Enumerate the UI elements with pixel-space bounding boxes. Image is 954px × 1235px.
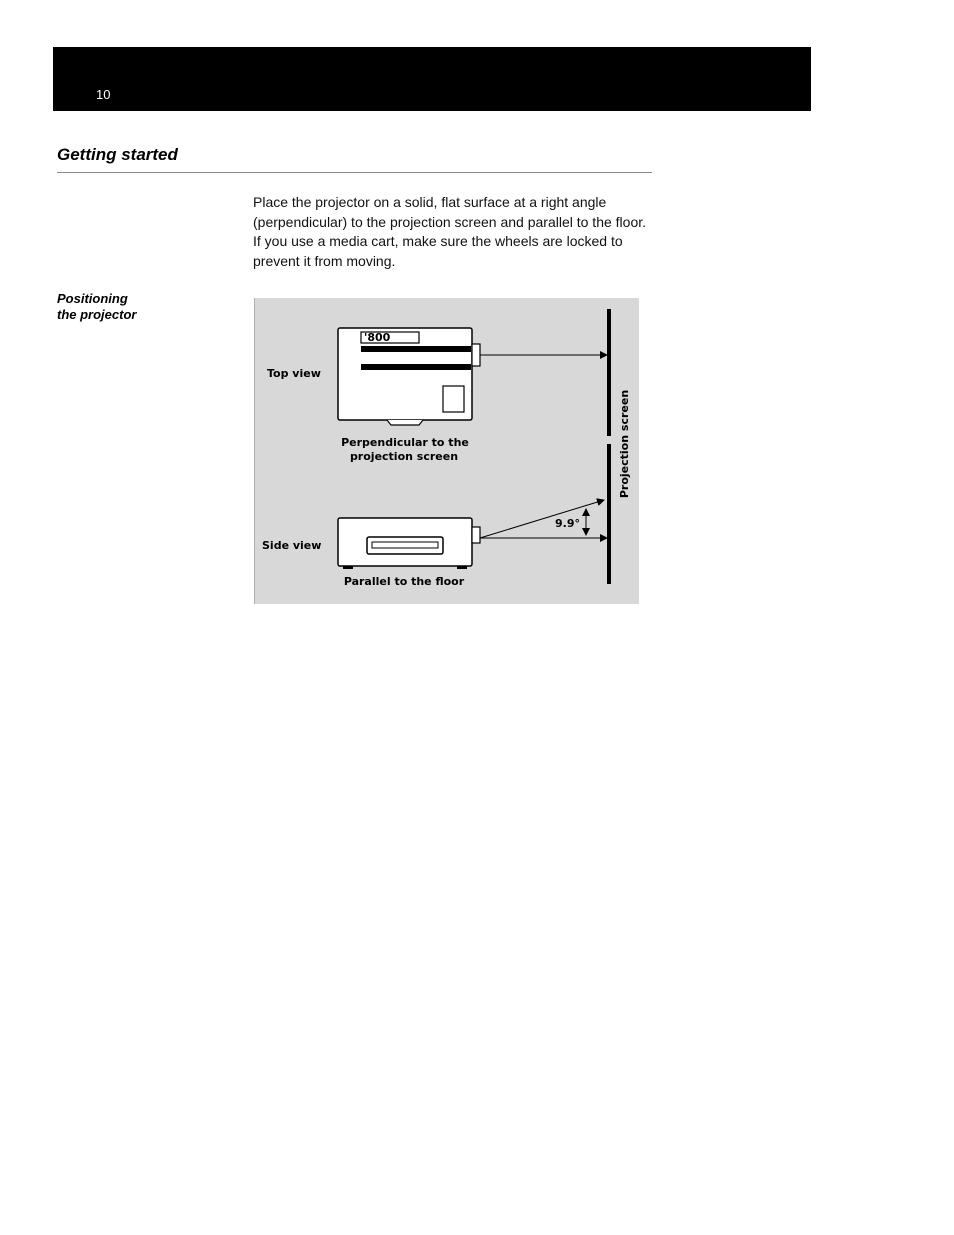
- perpendicular-label-line-1: Perpendicular to the: [341, 436, 469, 449]
- angle-label: 9.9°: [555, 517, 580, 530]
- positioning-diagram-svg: [255, 298, 639, 604]
- side-heading-line-1: Positioning: [57, 291, 128, 306]
- tilted-beam-arrow: [480, 500, 604, 538]
- page-number: 10: [96, 87, 111, 102]
- side-view-label: Side view: [262, 539, 322, 552]
- section-title: Getting started: [57, 145, 178, 164]
- side-heading: [57, 291, 136, 323]
- parallel-floor-label: Parallel to the floor: [343, 575, 465, 588]
- projection-screen-upper: [607, 309, 611, 436]
- projection-screen-lower: [607, 444, 611, 584]
- projector-side-view: [338, 518, 480, 569]
- title-divider: [57, 172, 652, 173]
- projector-top-view: [338, 328, 480, 425]
- perpendicular-label-line-2: projection screen: [349, 450, 459, 463]
- projection-screen-label: Projection screen: [618, 389, 631, 499]
- header-bar: [53, 47, 811, 111]
- projector-display-text: '800: [364, 331, 391, 344]
- positioning-diagram: [254, 298, 639, 604]
- side-heading-line-2: the projector: [57, 307, 137, 322]
- top-view-label: Top view: [267, 367, 321, 380]
- body-paragraph: Place the projector on a solid, flat surface at a right angle (perpendicular) to the projection screen and parallel to the floor. If you use a media cart, make sure the wheels are locked to prevent it from moving.: [253, 194, 647, 269]
